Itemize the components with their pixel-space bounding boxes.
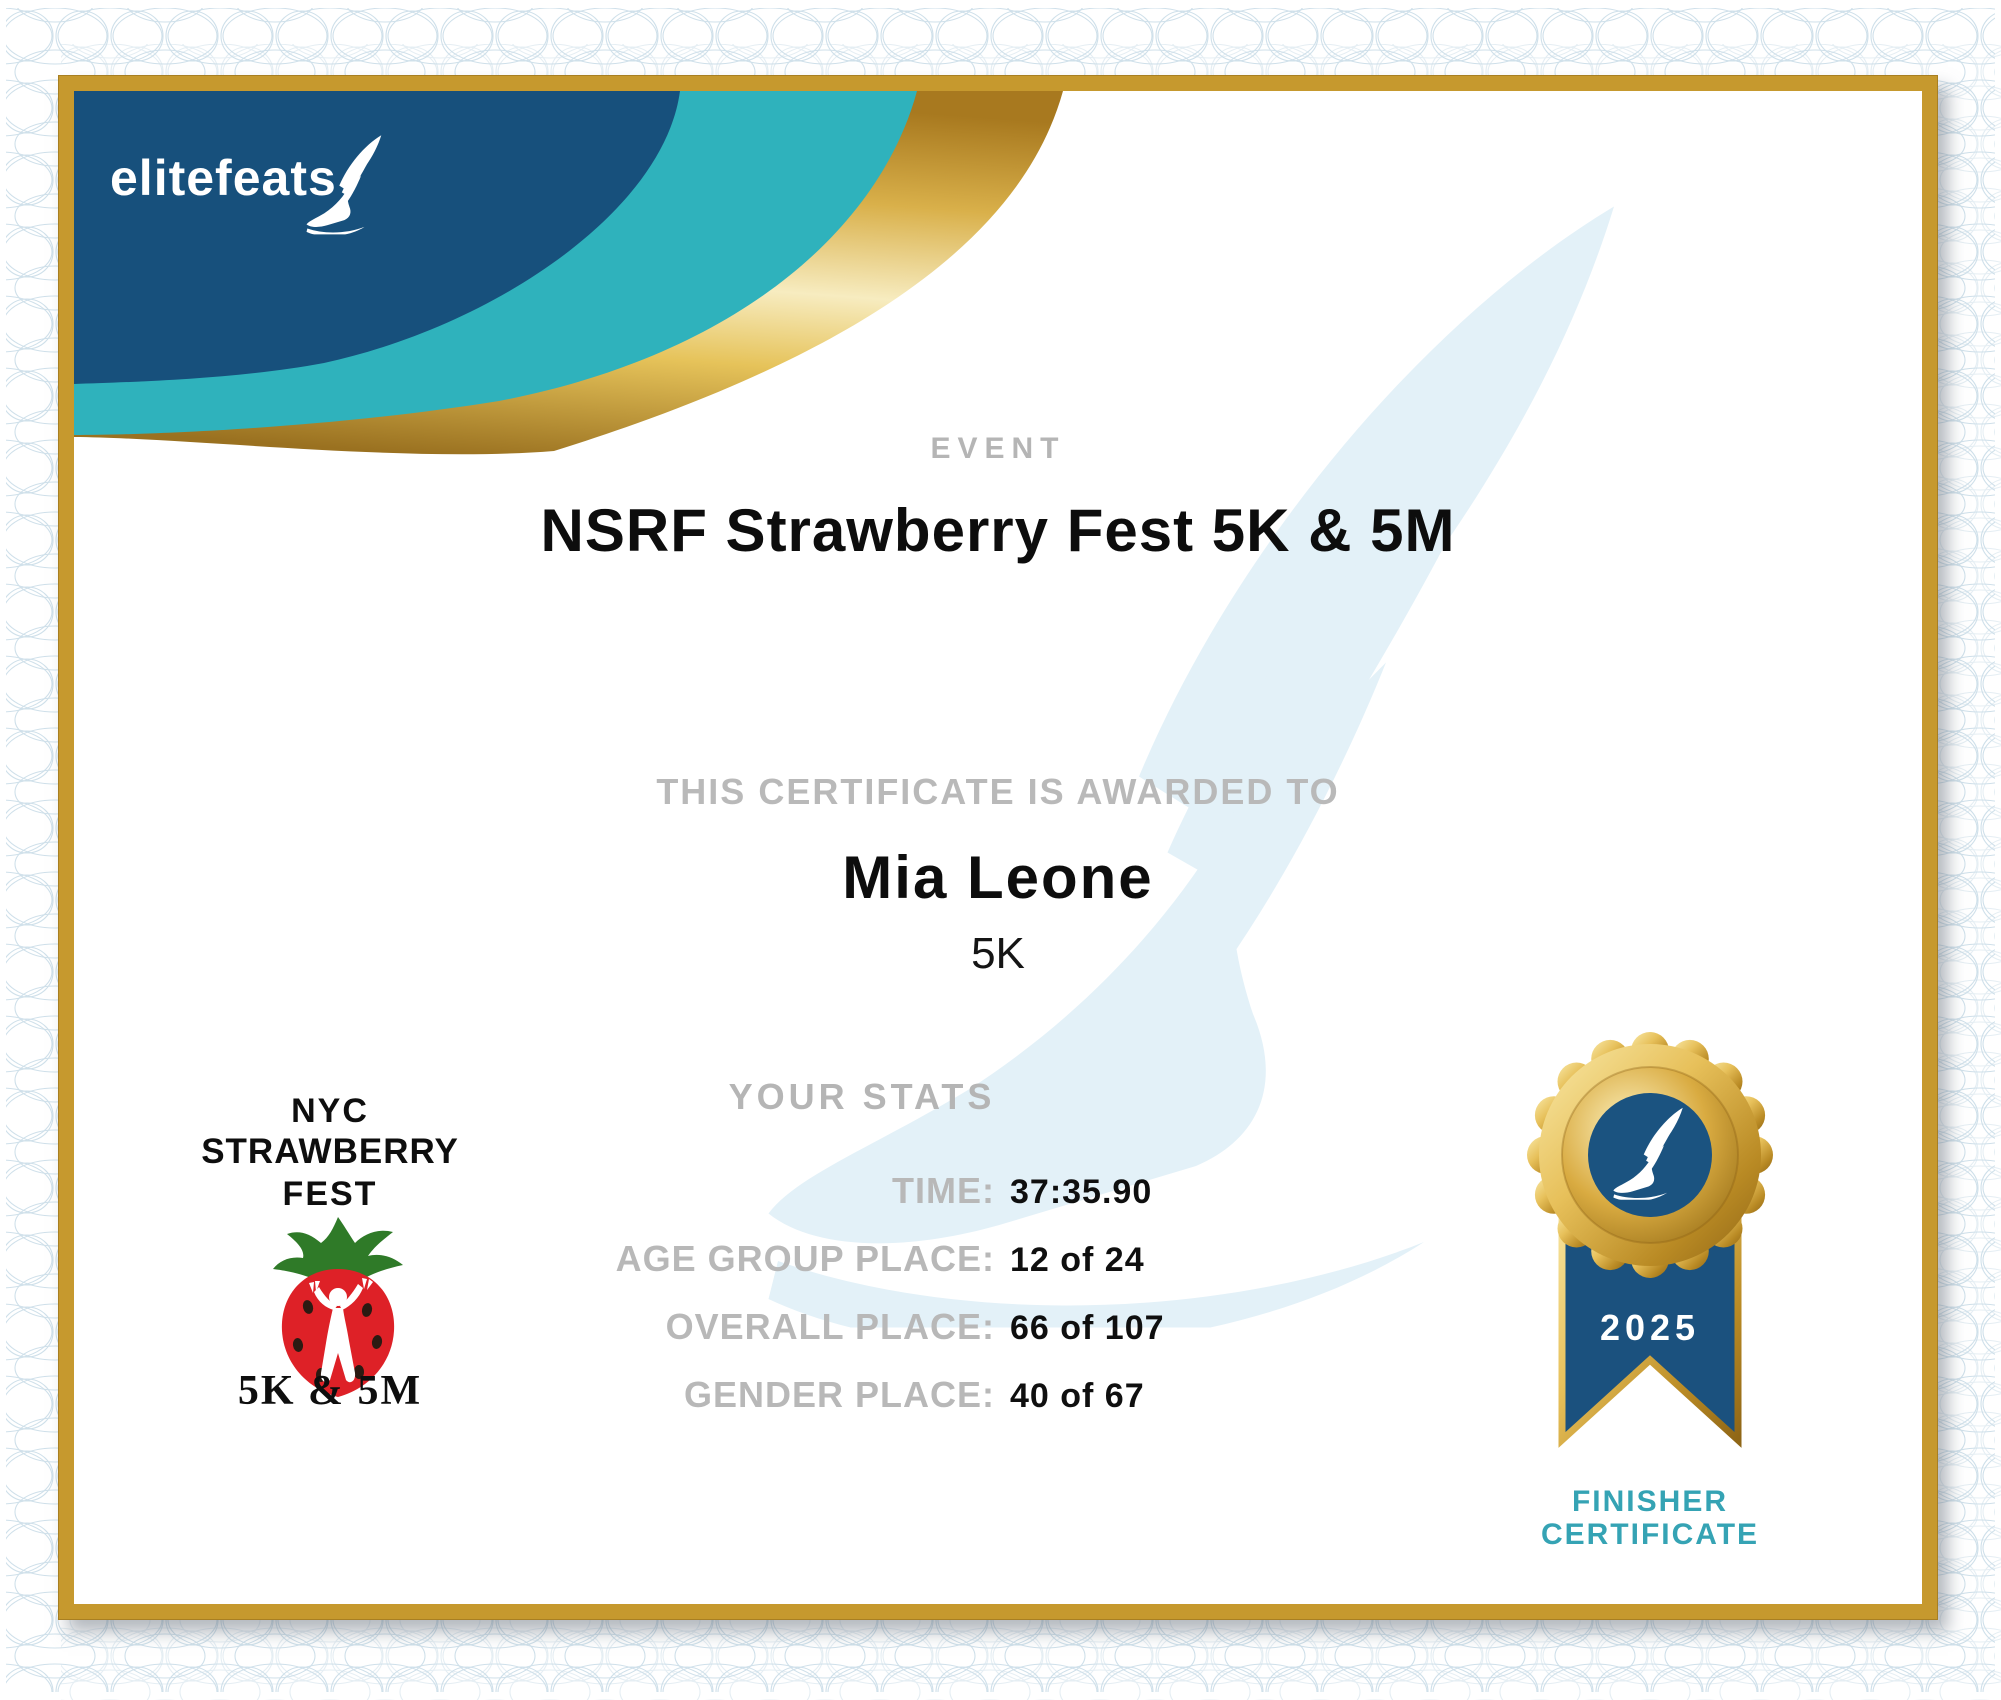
race-logo xyxy=(180,1091,480,1414)
race-logo-line3: FEST xyxy=(282,1175,378,1213)
event-label: EVENT xyxy=(930,432,1066,465)
stat-label: OVERALL PLACE: xyxy=(665,1306,995,1347)
finisher-medal xyxy=(1500,1015,1800,1475)
awarded-to-label: THIS CERTIFICATE IS AWARDED TO xyxy=(656,771,1340,812)
brand-logo-text: elitefeats xyxy=(110,150,337,206)
certificate-panel xyxy=(74,91,1922,1604)
stat-label: GENDER PLACE: xyxy=(683,1374,995,1415)
race-logo-line4: 5K & 5M xyxy=(237,1368,423,1414)
winged-foot-icon xyxy=(304,127,388,241)
event-title: NSRF Strawberry Fest 5K & 5M xyxy=(540,497,1456,564)
race-logo-line2: STRAWBERRY xyxy=(201,1132,459,1171)
stat-value: 40 of 67 xyxy=(1010,1377,1145,1415)
stat-value: 37:35.90 xyxy=(1010,1173,1153,1211)
stats-heading: YOUR STATS xyxy=(728,1076,996,1117)
race-division: 5K xyxy=(971,929,1025,978)
stat-label: TIME: xyxy=(892,1170,995,1211)
stat-label: AGE GROUP PLACE: xyxy=(615,1238,995,1279)
race-logo-line1: NYC xyxy=(291,1092,369,1130)
finisher-caption xyxy=(1500,1485,1800,1551)
badge-year: 2025 xyxy=(1599,1307,1701,1348)
stat-value: 66 of 107 xyxy=(1010,1309,1165,1347)
finisher-caption-line2: CERTIFICATE xyxy=(1540,1518,1760,1551)
finisher-caption-line1: FINISHER xyxy=(1571,1485,1728,1518)
gold-frame xyxy=(58,75,1938,1620)
runner-name: Mia Leone xyxy=(842,844,1154,911)
stat-value: 12 of 24 xyxy=(1010,1241,1145,1279)
